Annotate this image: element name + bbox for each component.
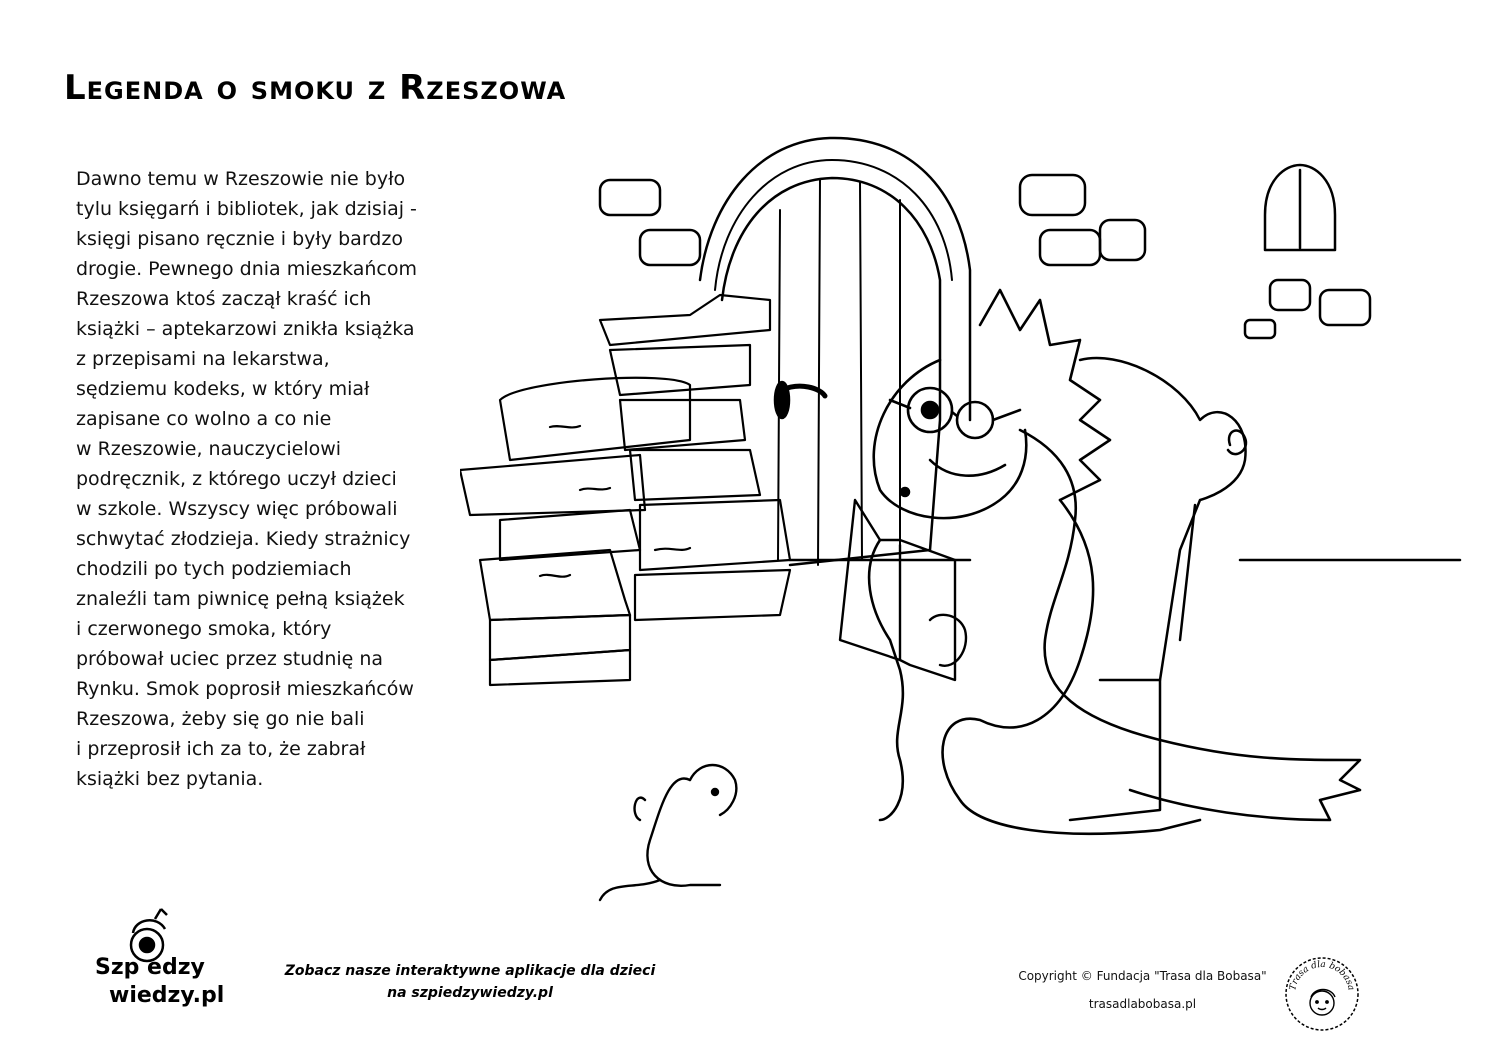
mouse-icon <box>600 765 736 900</box>
wall-brick <box>1040 230 1100 265</box>
story-line: i przeprosił ich za to, że zabrał <box>76 738 366 760</box>
small-window-icon <box>1265 165 1335 250</box>
book-stack <box>460 295 790 685</box>
badge-text: Trasa dla bobasa <box>1288 959 1356 992</box>
armchair <box>1070 358 1246 820</box>
story-line: książki – aptekarzowi znikła książka <box>76 318 415 340</box>
wall-brick <box>1270 280 1310 310</box>
story-line: zapisane co wolno a co nie <box>76 408 332 430</box>
trasa-dla-bobasa-badge <box>1283 955 1361 1033</box>
story-line: z przepisami na lekarstwa, <box>76 348 330 370</box>
wall-brick <box>1100 220 1145 260</box>
logo-text-line2: wiedzy.pl <box>109 983 225 1008</box>
dragon-reading-illustration <box>460 120 1470 910</box>
child-face-icon <box>1310 990 1335 1016</box>
story-line: i czerwonego smoka, który <box>76 618 332 640</box>
story-line: w szkole. Wszyscy więc próbowali <box>76 498 398 520</box>
story-line: schwytać złodzieja. Kiedy strażnicy <box>76 528 411 550</box>
story-line: chodzili po tych podziemiach <box>76 558 352 580</box>
szpiedzy-wiedzy-logo <box>95 905 225 1015</box>
story-line: znaleźli tam piwnicę pełną książek <box>76 588 405 610</box>
copyright-block <box>1000 962 1285 1018</box>
story-line: podręcznik, z którego uczył dzieci <box>76 468 397 490</box>
promo-link[interactable]: na szpiedzywiedzy.pl <box>387 985 553 1001</box>
story-line: księgi pisano ręcznie i były bardzo <box>76 228 403 250</box>
stone-arch <box>700 138 970 420</box>
story-line: sędziemu kodeks, w który miał <box>76 378 370 400</box>
story-line: w Rzeszowie, nauczycielowi <box>76 438 342 460</box>
door-handle-icon <box>775 382 825 418</box>
story-line: książki bez pytania. <box>76 768 264 790</box>
door <box>722 178 940 565</box>
story-line: Rzeszowa ktoś zaczął kraść ich <box>76 288 372 310</box>
wall-brick <box>1320 290 1370 325</box>
wall-brick <box>600 180 660 215</box>
open-book-icon <box>840 500 966 680</box>
story-line: tylu księgarń i bibliotek, jak dzisiaj - <box>76 198 417 220</box>
story-line: Dawno temu w Rzeszowie nie było <box>76 168 406 190</box>
promo-line: Zobacz nasze interaktywne aplikacje dla dzieci <box>284 963 656 979</box>
story-line: próbował uciec przez studnię na <box>76 648 384 670</box>
page-title: Legenda o smoku z Rzeszowa <box>64 68 567 108</box>
story-line: Rynku. Smok poprosił mieszkańców <box>76 678 414 700</box>
wall-brick <box>1245 320 1275 338</box>
story-text <box>76 164 456 794</box>
promo-text <box>250 960 690 1004</box>
wall-brick <box>1020 175 1085 215</box>
dragon-character <box>869 290 1360 834</box>
copyright-text: Copyright © Fundacja "Trasa dla Bobasa" <box>1018 969 1267 983</box>
wall-brick <box>640 230 700 265</box>
logo-text-line1: Szp edzy <box>95 955 205 980</box>
story-line: drogie. Pewnego dnia mieszkańcom <box>76 258 417 280</box>
story-line: Rzeszowa, żeby się go nie bali <box>76 708 365 730</box>
website-link[interactable]: trasadlabobasa.pl <box>1088 997 1197 1011</box>
